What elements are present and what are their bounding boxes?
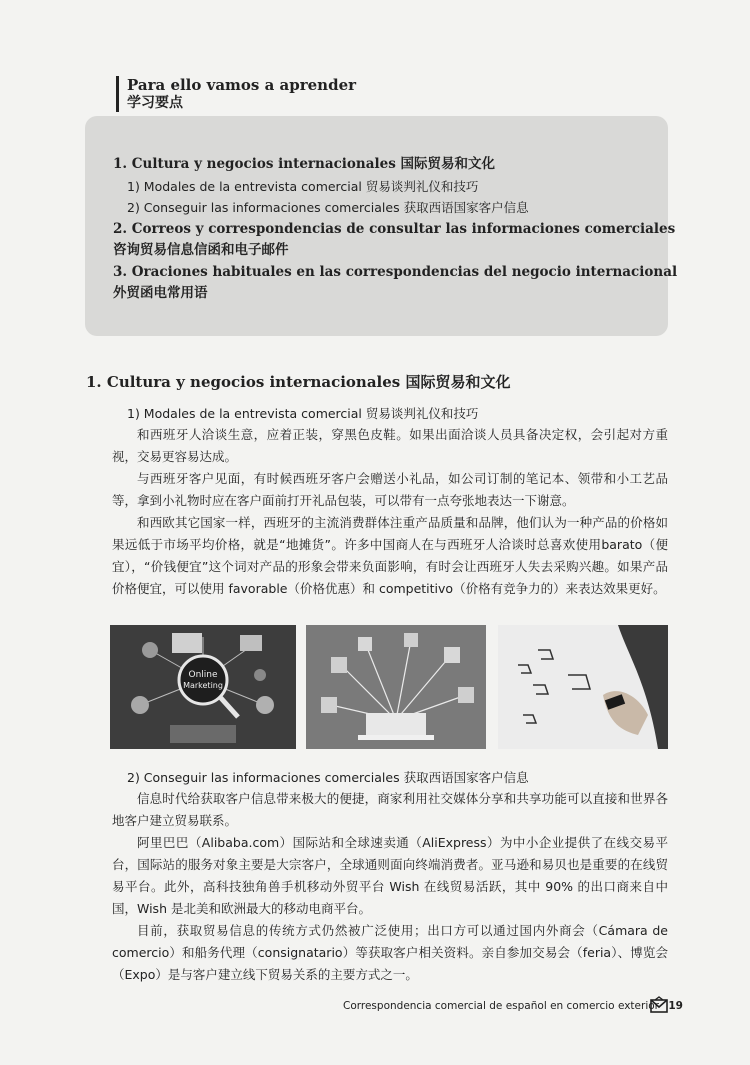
goal-item-1: 1. Cultura y negocios internacionales 国际贸易和文化 xyxy=(113,156,496,172)
paragraph-4: 信息时代给获取客户信息带来极大的便捷，商家利用社交媒体分享和共享功能可以直接和世界各地客户建立贸易联系。 xyxy=(112,791,668,828)
goal-item-1b: 2) Conseguir las informaciones comerciales 获取西语国家客户信息 xyxy=(127,200,529,215)
envelope-icon xyxy=(650,996,668,1018)
learning-goals-heading xyxy=(116,76,356,112)
online-marketing-text-2: Marketing xyxy=(183,681,223,690)
paragraph-3: 和西欧其它国家一样，西班牙的主流消费群体注重产品质量和品牌，他们认为一种产品的价格如果远低于市场平均价格，就是“地摊货”。许多中国商人在与西班牙人洽谈时总喜欢使用barato（便宜），“价钱便宜”这个词对产品的形象会带来负面影响，有时会让西班牙人失去采购兴趣。如果产品价格便宜，可以使用 favorable（价格优惠）和 competitivo（价格有竞争力的）来表达效果更好。 xyxy=(112,515,668,596)
online-marketing-image xyxy=(110,625,296,749)
mobile-shopping-image xyxy=(498,625,668,749)
section-title: 1. Cultura y negocios internacionales 国际贸易和文化 xyxy=(86,373,511,391)
laptop-gifts-image xyxy=(306,625,486,749)
learning-goals-title-zh: 学习要点 xyxy=(127,95,183,111)
page-number: 19 xyxy=(668,1000,683,1012)
paragraph-1: 和西班牙人洽谈生意，应着正装，穿黑色皮鞋。如果出面洽谈人员具备决定权，会引起对方重视，交易更容易达成。 xyxy=(112,427,668,464)
goal-item-1a: 1) Modales de la entrevista comercial 贸易谈判礼仪和技巧 xyxy=(127,178,479,194)
paragraph-2: 与西班牙客户见面，有时候西班牙客户会赠送小礼品，如公司订制的笔记本、领带和小工艺品等，拿到小礼物时应在客户面前打开礼品包装，可以带有一点夸张地表达一下谢意。 xyxy=(112,471,668,508)
subsection-title-1: 1) Modales de la entrevista comercial 贸易谈判礼仪和技巧 xyxy=(127,406,479,421)
subsection-title-2: 2) Conseguir las informaciones comerciales 获取西语国家客户信息 xyxy=(127,770,529,785)
goal-item-2-zh: 咨询贸易信息信函和电子邮件 xyxy=(113,242,289,258)
paragraph-6: 目前，获取贸易信息的传统方式仍然被广泛使用；出口方可以通过国内外商会（Cámara de comercio）和船务代理（consignatario）等获取客户相关资料。亲自参加交易会（feria）、博览会（Expo）是与客户建立线下贸易关系的主要方式之一。 xyxy=(112,923,668,982)
online-marketing-text-1: Online xyxy=(188,670,218,680)
page-footer xyxy=(343,1000,683,1012)
footer-book-title: Correspondencia comercial de español en comercio exterior xyxy=(343,1000,659,1012)
learning-goals-box xyxy=(85,116,678,336)
learning-goals-title-es: Para ello vamos a aprender xyxy=(127,76,357,94)
goal-item-2: 2. Correos y correspondencias de consultar las informaciones comerciales xyxy=(113,220,676,237)
paragraph-5: 阿里巴巴（Alibaba.com）国际站和全球速卖通（AliExpress）为中小企业提供了在线交易平台，国际站的服务对象主要是大宗客户，全球通则面向终端消费者。亚马逊和易贝也是重要的在线贸易平台。此外，高科技独角兽手机移动外贸平台 Wish 在线贸易活跃，其中 90% 的出口商来自中国，Wish 是北美和欧洲最大的移动电商平台。 xyxy=(112,835,668,916)
goal-item-3: 3. Oraciones habituales en las correspondencias del negocio internacional xyxy=(113,263,678,280)
goal-item-3-zh: 外贸函电常用语 xyxy=(113,285,208,301)
